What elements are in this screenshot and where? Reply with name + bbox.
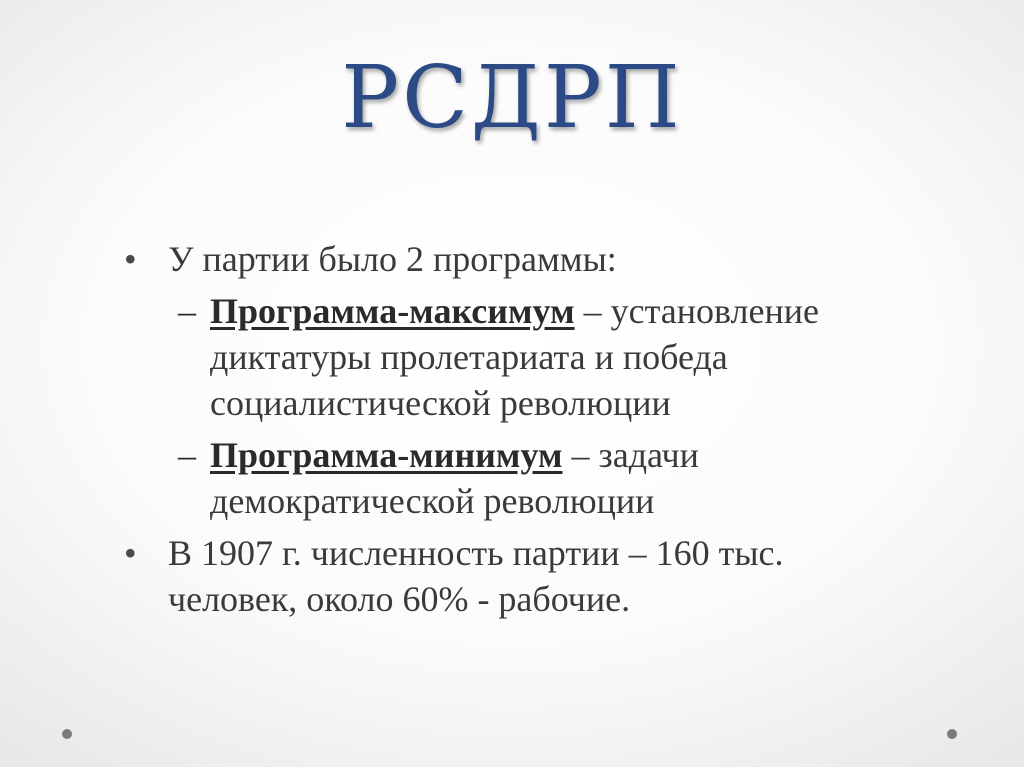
sub-bullet-text: – установление диктатуры пролетариата и победа социалистической революции — [210, 291, 819, 423]
bullet-text: У партии было 2 программы: — [168, 239, 617, 279]
bullet-text: В 1907 г. численность партии – 160 тыс. человек, около 60% - рабочие. — [168, 533, 784, 619]
program-term: Программа-максимум — [210, 291, 575, 331]
next-slide-dot-icon[interactable] — [947, 729, 957, 739]
sub-bullet-text: – задачи демократической революции — [210, 435, 699, 521]
bullet-item — [124, 530, 904, 622]
sub-bullet-item — [124, 288, 904, 426]
bullet-dot-icon: • — [124, 533, 137, 573]
slide-content — [124, 236, 904, 628]
slide-title: РСДРП — [341, 48, 683, 148]
bullet-dot-icon: • — [124, 239, 137, 279]
dash-icon: – — [178, 435, 196, 475]
dash-icon: – — [178, 291, 196, 331]
bullet-item — [124, 236, 904, 282]
previous-slide-dot-icon[interactable] — [62, 729, 72, 739]
program-term: Программа-минимум — [210, 435, 563, 475]
sub-bullet-item — [124, 432, 904, 524]
